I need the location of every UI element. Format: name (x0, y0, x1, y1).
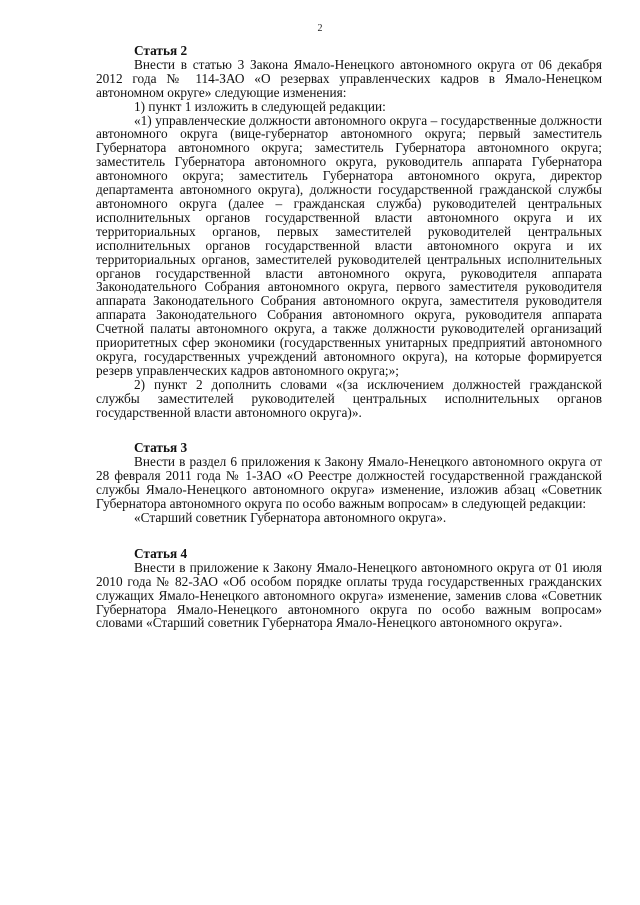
article-paragraph: Внести в приложение к Закону Ямало-Ненецкого автономного округа от 01 июля 2010 года № 82-ЗАО «Об особом порядке оплаты труда государственных гражданских служащих Ямало-Ненецкого автономного округа» изменение, заменив слова «Советник Губернатора Ямало-Ненецкого автономного округа по особо важным вопросам» словами «Старший советник Губернатора Ямало-Ненецкого автономного округа». (96, 559, 602, 631)
article-paragraph: «Старший советник Губернатора автономного округа». (134, 510, 447, 525)
article-paragraph: 1) пункт 1 изложить в следующей редакции: (134, 98, 386, 114)
article-heading: Статья 4 (134, 545, 188, 561)
document-body (96, 44, 602, 652)
article-4 (96, 547, 602, 630)
article-3 (96, 441, 602, 524)
article-2 (96, 44, 602, 419)
article-paragraph: 2) пункт 2 дополнить словами «(за исключением должностей гражданской службы заместителей руководителей центральных исполнительных органов государственной власти автономного округа)». (96, 376, 602, 420)
article-paragraph: Внести в статью 3 Закона Ямало-Ненецкого автономного округа от 06 декабря 2012 года № 114-ЗАО «О резервах управленческих кадров в Ямало-Ненецком автономном округе» следующие изменения: (96, 56, 602, 100)
article-heading: Статья 2 (134, 43, 188, 58)
article-heading: Статья 3 (134, 440, 188, 456)
article-paragraph: Внести в раздел 6 приложения к Закону Ямало-Ненецкого автономного округа от 28 февраля 2011 года № 1-ЗАО «О Реестре должностей государственной гражданской службы Ямало-Ненецкого автономного округа» изменение, изложив абзац «Советник Губернатора автономного округа по особо важным вопросам» в следующей редакции: (96, 454, 602, 512)
page-number: 2 (317, 23, 323, 34)
article-paragraph: «1) управленческие должности автономного округа – государственные должности автономного округа (вице-губернатор автономного округа; первый заместитель Губернатора автономного округа; заместитель Губернатора автономного округа; заместитель Губернатора автономного округа, руководитель аппарата Губернатора автономного округа; заместитель Губернатора автономного округа, директор департамента автономного округа), должности государственной гражданской службы автономного округа (далее – гражданская служба) руководителей центральных исполнительных органов государственной власти автономного округа и их территориальных органов, первых заместителей руководителей центральных исполнительных органов государственной власти автономного округа и их территориальных органов, заместителей руководителей центральных исполнительных органов государственной власти автономного округа, руководителя аппарата Законодательного Собрания автономного округа, первого заместителя руководителя аппарата Законодательного Собрания автономного округа, заместителя руководителя аппарата Законодательного Собрания автономного округа, руководителя аппарата Счетной палаты автономного округа, а также должности руководителей организаций приоритетных сфер экономики (государственных унитарных предприятий автономного округа, государственных учреждений автономного округа), на которые формируется резерв управленческих кадров автономного округа;»; (96, 112, 602, 378)
